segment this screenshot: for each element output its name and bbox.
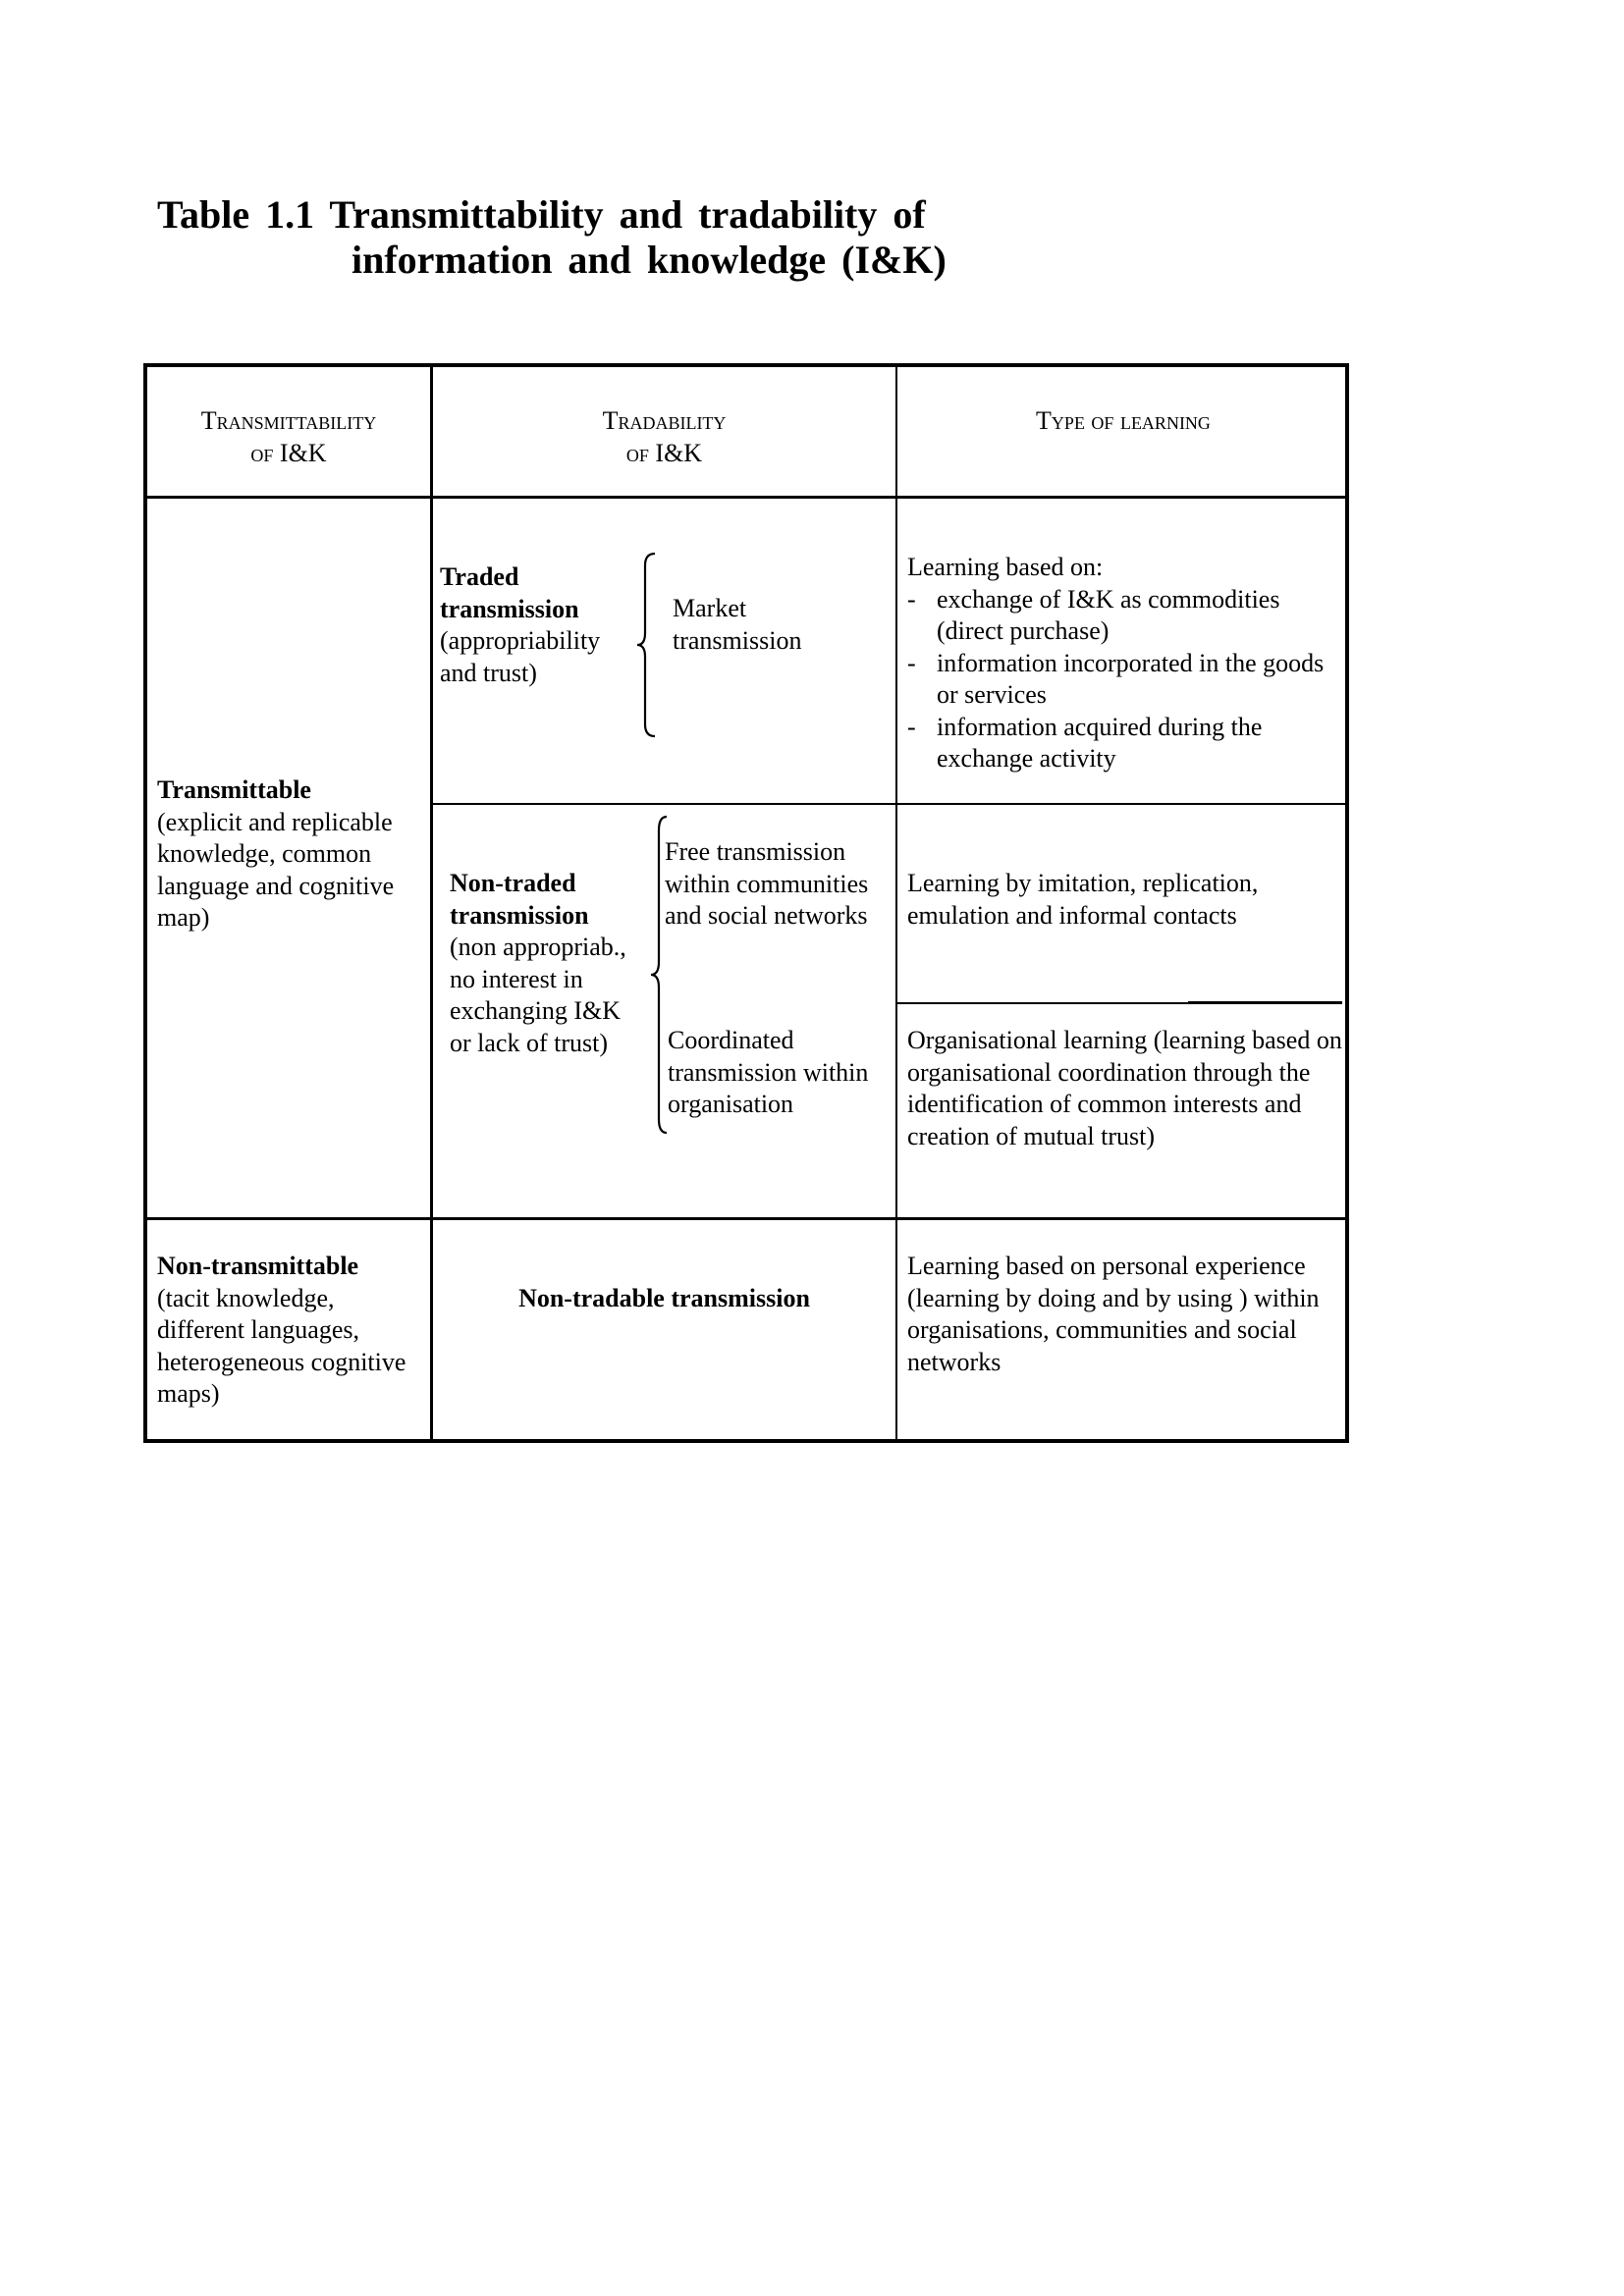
traded-desc: (appropriability and trust) <box>440 626 601 687</box>
non-traded-label: Non-traded transmission <box>450 869 589 930</box>
traded-learning-item-3: - information acquired during the exchange activity <box>907 712 1339 775</box>
non-transmittable-label: Non-transmittable <box>157 1252 359 1280</box>
traded-learning-item-2-text: information incorporated in the goods or services <box>937 648 1325 709</box>
learning-subrow-divider-accent <box>1188 1001 1342 1004</box>
transmittable-label: Transmittable <box>157 775 311 804</box>
free-transmission <box>665 836 900 933</box>
traded-learning-intro: Learning based on: <box>907 553 1104 581</box>
traded-row-divider <box>430 803 1349 805</box>
organisational-learning-cell <box>907 1025 1345 1152</box>
header-learning-text: Type of learning <box>1036 406 1211 435</box>
free-transmission-text: Free transmission within communities and social networks <box>665 837 869 930</box>
coordinated-transmission <box>668 1025 895 1121</box>
market-transmission-text: Market transmission <box>673 594 802 655</box>
traded-learning-item-1-text: exchange of I&K as commodities (direct purchase) <box>937 584 1280 645</box>
table-title-line2: information and knowledge (I&K) <box>352 238 947 282</box>
non-transmittable-desc: (tacit knowledge, different languages, heterogeneous cognitive maps) <box>157 1283 406 1408</box>
traded-learning-item-3-text: information acquired during the exchange activity <box>937 712 1263 773</box>
traded-brace <box>635 552 659 738</box>
col-divider-1 <box>430 367 433 1443</box>
transmittable-desc: (explicit and replicable knowledge, common language and cognitive map) <box>157 807 395 932</box>
header-tradability-line1: Tradability <box>602 406 727 435</box>
transmittable-cell <box>157 774 424 934</box>
traded-learning-item-1: - exchange of I&K as commodities (direct purchase) <box>907 584 1339 648</box>
non-tradable-text: Non-tradable transmission <box>518 1284 810 1312</box>
coordinated-transmission-text: Coordinated transmission within organisation <box>668 1026 869 1118</box>
header-transmittability-line2: of I&K <box>250 439 327 467</box>
non-tradable-cell <box>433 1283 895 1315</box>
traded-learning-cell <box>907 552 1339 775</box>
personal-experience-learning-cell <box>907 1251 1345 1378</box>
header-learning <box>897 404 1349 437</box>
header-tradability <box>433 404 895 469</box>
imitation-learning-cell <box>907 868 1339 932</box>
traded-label: Traded transmission <box>440 562 579 623</box>
bottom-row-divider <box>147 1217 1349 1220</box>
header-divider <box>147 496 1349 499</box>
non-transmittable-cell <box>157 1251 424 1411</box>
table-title-line1: Table 1.1 Transmittability and tradability of <box>157 192 926 237</box>
organisational-learning-text: Organisational learning (learning based on organisational coordination through the identification of common interests and creation of mutual trust) <box>907 1026 1342 1150</box>
imitation-learning-text: Learning by imitation, replication, emulation and informal contacts <box>907 869 1259 930</box>
non-traded-cell <box>450 868 646 1059</box>
header-transmittability-line1: Transmittability <box>200 406 377 435</box>
learning-table <box>143 363 1349 1443</box>
personal-experience-learning-text: Learning based on personal experience (learning by doing and by using ) within organisations, communities and social networks <box>907 1252 1320 1376</box>
non-traded-desc: (non appropriab., no interest in exchanging I&K or lack of trust) <box>450 933 626 1057</box>
header-transmittability <box>147 404 430 469</box>
header-tradability-line2: of I&K <box>625 439 703 467</box>
traded-learning-item-2: - information incorporated in the goods or services <box>907 648 1339 712</box>
market-transmission <box>673 593 869 657</box>
traded-cell <box>440 561 622 689</box>
table-title <box>157 192 947 283</box>
